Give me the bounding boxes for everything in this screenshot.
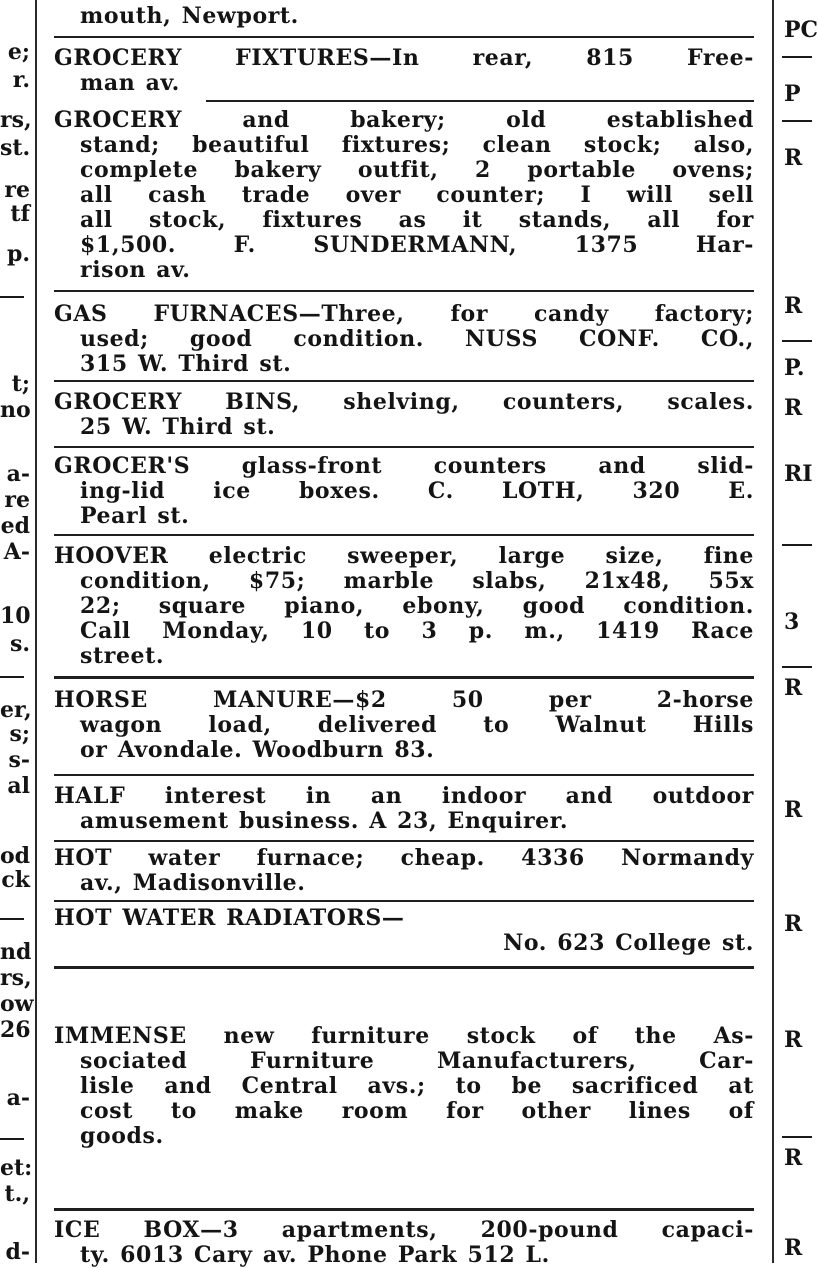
right-rule: [782, 340, 812, 342]
ad-separator-rule: [54, 290, 754, 292]
left-fragment: 10: [0, 603, 31, 629]
left-fragment: al: [7, 773, 30, 799]
ad-separator-rule: [54, 446, 754, 448]
ad-separator-rule: [54, 774, 754, 776]
ad-line: or Avondale. Woodburn 83.: [80, 737, 435, 763]
ad-line: GAS FURNACES—Three, for candy factory;: [54, 301, 754, 327]
left-fragment: re: [4, 177, 30, 203]
left-fragment: 26: [0, 1017, 31, 1043]
left-fragment: A-: [3, 539, 30, 565]
ad-grocery-fixtures: [54, 46, 754, 96]
right-fragment: R: [784, 1235, 803, 1261]
left-fragment: rs,: [0, 965, 32, 991]
left-fragment: a-: [6, 461, 30, 487]
column-divider-left: [35, 0, 37, 1263]
left-fragment: st.: [0, 135, 31, 161]
ad-top-fragment: [54, 4, 754, 29]
ad-line: sociated Furniture Manufacturers, Car-: [80, 1048, 754, 1074]
ad-separator-rule: [54, 380, 754, 382]
right-fragment: R: [784, 1027, 803, 1053]
left-fragment: t;: [11, 371, 30, 397]
ad-line: all stock, fixtures as it stands, all for: [80, 207, 754, 233]
left-fragment: s-: [8, 747, 30, 773]
left-rule: [0, 1138, 24, 1140]
right-fragment: R: [784, 797, 803, 823]
ad-line: av., Madisonville.: [80, 870, 306, 896]
right-rule: [782, 56, 812, 58]
ad-line: ICE BOX—3 apartments, 200-pound capaci-: [54, 1217, 754, 1243]
left-rule: [0, 918, 24, 920]
ad-line: all cash trade over counter; I will sell: [80, 182, 754, 208]
ad-separator-rule: [54, 900, 754, 902]
left-fragment: no: [0, 397, 31, 423]
left-fragment: et:: [0, 1155, 33, 1181]
ad-line: wagon load, delivered to Walnut Hills: [80, 712, 754, 738]
left-neighbor-column: [0, 0, 34, 1265]
left-fragment: d-: [5, 1239, 30, 1265]
left-fragment: ck: [1, 867, 30, 893]
right-fragment: R: [784, 1145, 803, 1171]
ad-separator-rule: [54, 676, 754, 679]
ad-grocers-counters: [54, 454, 754, 529]
ad-line: GROCERY and bakery; old established: [54, 107, 754, 133]
classified-column: [46, 0, 762, 1268]
ad-line: complete bakery outfit, 2 portable ovens;: [80, 157, 754, 183]
ad-line: Pearl st.: [80, 503, 190, 529]
ad-line: Call Monday, 10 to 3 p. m., 1419 Race: [80, 618, 754, 644]
ad-line: street.: [80, 643, 165, 669]
ad-ice-box: [54, 1218, 754, 1268]
ad-line: HOT WATER RADIATORS—: [54, 905, 405, 931]
left-fragment: t.,: [4, 1181, 30, 1207]
ad-line: 315 W. Third st.: [80, 351, 292, 377]
right-rule: [782, 544, 812, 546]
right-fragment: RI: [784, 461, 813, 487]
ad-line: 22; square piano, ebony, good condition.: [80, 593, 754, 619]
right-fragment: R: [784, 145, 803, 171]
ad-grocery-bakery: [54, 108, 754, 283]
ad-hot-water-furnace: [54, 846, 754, 896]
ad-line: ing-lid ice boxes. C. LOTH, 320 E.: [80, 478, 754, 504]
ad-line: HORSE MANURE—$2 50 per 2-horse: [54, 687, 754, 713]
right-fragment: R: [784, 293, 803, 319]
left-fragment: tf: [10, 201, 30, 227]
ad-line: condition, $75; marble slabs, 21x48, 55x: [80, 568, 754, 594]
left-fragment: ow: [0, 991, 34, 1017]
right-fragment: R: [784, 675, 803, 701]
left-rule: [0, 296, 24, 298]
ad-line: mouth, Newport.: [80, 3, 299, 29]
left-fragment: e;: [7, 39, 30, 65]
right-fragment: P.: [784, 355, 805, 381]
ad-line: man av.: [80, 70, 180, 96]
left-fragment: r.: [12, 67, 30, 93]
right-fragment: R: [784, 911, 803, 937]
ad-separator-rule: [54, 534, 754, 536]
ad-line: used; good condition. NUSS CONF. CO.,: [80, 326, 754, 352]
ad-line: No. 623 College st.: [503, 930, 754, 956]
right-neighbor-column: [778, 0, 818, 1263]
left-fragment: p.: [6, 241, 30, 267]
ad-separator-rule: [54, 1208, 754, 1211]
ad-line: HALF interest in an indoor and outdoor: [54, 783, 754, 809]
ad-hot-water-radiators: [54, 906, 754, 956]
ad-grocery-bins: [54, 390, 754, 440]
left-fragment: re: [4, 487, 30, 513]
right-fragment: PC: [784, 17, 818, 43]
ad-line: GROCER'S glass-front counters and slid-: [54, 453, 754, 479]
ad-line: HOOVER electric sweeper, large size, fine: [54, 543, 754, 569]
ad-line: goods.: [80, 1123, 164, 1149]
right-fragment: R: [784, 395, 803, 421]
left-fragment: ed: [0, 513, 30, 539]
left-fragment: s;: [9, 721, 30, 747]
ad-separator-rule: [54, 840, 754, 842]
left-fragment: rs,: [0, 107, 32, 133]
left-fragment: od: [0, 843, 31, 869]
column-divider-right: [772, 0, 774, 1263]
ad-hoover-sweeper: [54, 544, 754, 669]
ad-line: stand; beautiful fixtures; clean stock; also,: [80, 132, 754, 158]
right-fragment: 3: [784, 609, 800, 635]
ad-separator-rule: [206, 100, 754, 102]
ad-line: ty. 6013 Cary av. Phone Park 512 L.: [80, 1242, 550, 1268]
ad-line: IMMENSE new furniture stock of the As-: [54, 1023, 754, 1049]
right-rule: [782, 666, 812, 668]
ad-gas-furnaces: [54, 302, 754, 377]
ad-line: rison av.: [80, 257, 191, 283]
ad-separator-rule: [54, 966, 754, 969]
ad-half-interest: [54, 784, 754, 834]
ad-line: HOT water furnace; cheap. 4336 Normandy: [54, 845, 754, 871]
ad-line: amusement business. A 23, Enquirer.: [80, 808, 569, 834]
right-fragment: P: [784, 81, 801, 107]
ad-separator-rule: [54, 36, 754, 38]
left-fragment: er,: [0, 697, 32, 723]
right-rule: [782, 120, 812, 122]
left-fragment: a-: [6, 1085, 30, 1111]
left-fragment: nd: [0, 939, 32, 965]
ad-line: lisle and Central avs.; to be sacrificed at: [80, 1073, 754, 1099]
left-rule: [0, 676, 24, 678]
ad-line: cost to make room for other lines of: [80, 1098, 754, 1124]
ad-immense-furniture: [54, 1024, 754, 1149]
ad-horse-manure: [54, 688, 754, 763]
left-fragment: s.: [9, 631, 30, 657]
ad-line: $1,500. F. SUNDERMANN, 1375 Har-: [80, 232, 754, 258]
right-rule: [782, 1136, 812, 1138]
ad-line: GROCERY FIXTURES—In rear, 815 Free-: [54, 45, 754, 71]
ad-line: 25 W. Third st.: [80, 414, 276, 440]
ad-line: GROCERY BINS, shelving, counters, scales.: [54, 389, 754, 415]
